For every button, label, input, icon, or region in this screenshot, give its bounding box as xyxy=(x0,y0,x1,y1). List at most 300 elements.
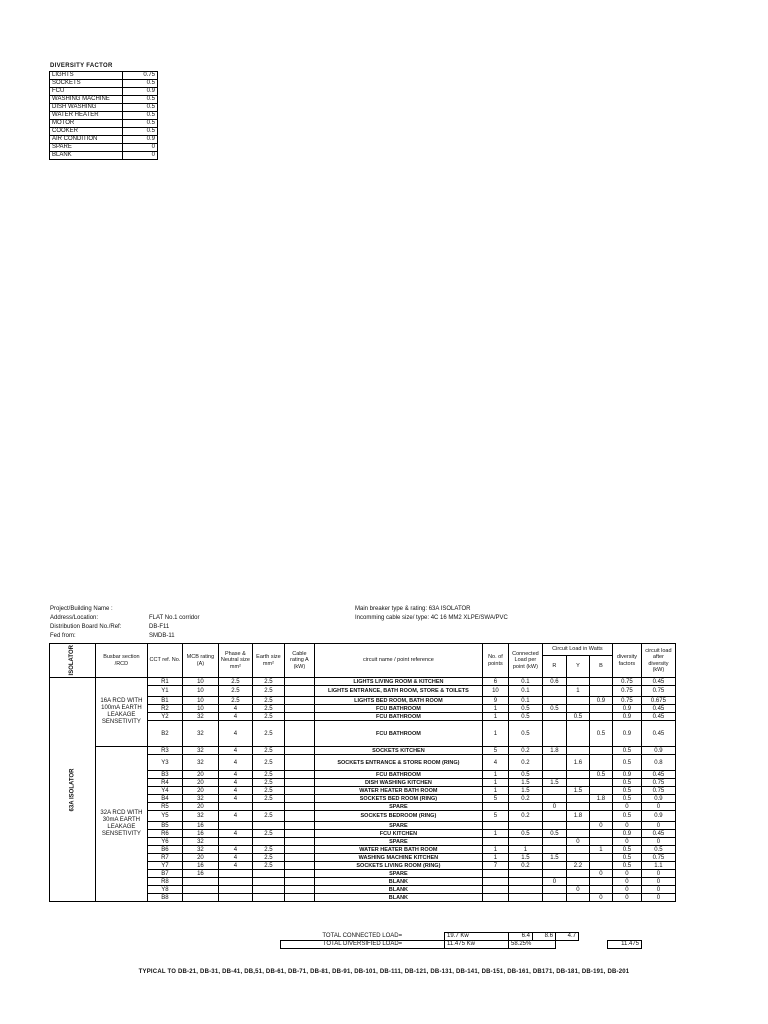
phase-size: 4 xyxy=(218,854,252,862)
phase-size: 4 xyxy=(218,747,252,755)
diversity-factor: 0.75 xyxy=(612,686,641,697)
circuit-name: WASHING MACHINE KITCHEN xyxy=(314,854,482,862)
load-r: 1.5 xyxy=(542,854,566,862)
mcb-rating xyxy=(182,886,218,894)
diversity-factor: 0 xyxy=(612,822,641,830)
cct-ref: B4 xyxy=(147,795,182,803)
mcb-rating: 16 xyxy=(182,862,218,870)
load-per-point: 0.2 xyxy=(508,755,542,771)
earth-size xyxy=(252,838,284,846)
diversity-factor: 0.9 xyxy=(612,713,641,721)
load-y: 1 xyxy=(566,686,589,697)
load-per-point: 0.2 xyxy=(508,811,542,822)
after-diversity-header: circuit load after diversity (kW) xyxy=(641,644,675,678)
phase-size: 4 xyxy=(218,721,252,747)
points-count: 1 xyxy=(482,787,508,795)
load-per-point: 0.2 xyxy=(508,862,542,870)
diversity-factor: 0.5 xyxy=(612,811,641,822)
diversity-header: diversity factors xyxy=(612,644,641,678)
points-header: No. of points xyxy=(482,644,508,678)
load-y: 0.5 xyxy=(566,713,589,721)
mcb-rating: 32 xyxy=(182,747,218,755)
cct-ref: R4 xyxy=(147,779,182,787)
load-per-point xyxy=(508,870,542,878)
diversity-row xyxy=(50,80,158,88)
cct-ref: B3 xyxy=(147,771,182,779)
load-after-diversity: 0.45 xyxy=(641,713,675,721)
points-count: 1 xyxy=(482,779,508,787)
diversity-label: SPARE xyxy=(50,144,123,152)
load-y: 0 xyxy=(566,886,589,894)
load-after-diversity: 1.1 xyxy=(641,862,675,870)
diversity-label: AIR CONDITION xyxy=(50,136,123,144)
load-after-diversity: 0 xyxy=(641,822,675,830)
diversity-factor: 0.5 xyxy=(612,755,641,771)
fed-from-label: Fed from: xyxy=(50,633,76,639)
total-connected-label: TOTAL CONNECTED LOAD= xyxy=(322,932,403,939)
earth-size xyxy=(252,803,284,811)
points-count: 5 xyxy=(482,747,508,755)
diversity-factor: 0.9 xyxy=(612,771,641,779)
load-after-diversity: 0.8 xyxy=(641,755,675,771)
load-after-diversity: 0.75 xyxy=(641,686,675,697)
load-b: 0 xyxy=(589,894,612,902)
cct-ref: Y1 xyxy=(147,686,182,697)
diversity-row xyxy=(50,104,158,112)
mcb-rating: 20 xyxy=(182,779,218,787)
diversity-factor: 0.5 xyxy=(612,787,641,795)
total-diversified-label: TOTAL DIVERSIFIED LOAD= xyxy=(281,941,445,949)
points-count: 1 xyxy=(482,721,508,747)
phase-b-header: B xyxy=(589,656,612,678)
earth-size: 2.5 xyxy=(252,697,284,705)
cct-ref: Y2 xyxy=(147,713,182,721)
circuit-name: WATER HEATER BATH ROOM xyxy=(314,787,482,795)
diversity-value: 0.5 xyxy=(123,104,158,112)
load-y xyxy=(566,779,589,787)
load-after-diversity: 0 xyxy=(641,878,675,886)
points-count: 1 xyxy=(482,713,508,721)
cct-ref: R1 xyxy=(147,678,182,686)
load-b xyxy=(589,838,612,846)
load-r xyxy=(542,822,566,830)
load-b xyxy=(589,678,612,686)
load-per-point: 0.5 xyxy=(508,830,542,838)
earth-size: 2.5 xyxy=(252,771,284,779)
cable-rating xyxy=(284,886,314,894)
cct-ref: R3 xyxy=(147,747,182,755)
cable-rating xyxy=(284,721,314,747)
total-after-diversity: 11.475 xyxy=(608,941,642,949)
circuit-name: FCU BATHROOM xyxy=(314,771,482,779)
circuit-name: BLANK xyxy=(314,878,482,886)
load-b xyxy=(589,747,612,755)
diversity-value: 0.5 xyxy=(123,112,158,120)
cct-ref: Y3 xyxy=(147,755,182,771)
cable-rating xyxy=(284,713,314,721)
phase-size xyxy=(218,870,252,878)
load-per-point: 0.5 xyxy=(508,771,542,779)
load-b: 0.5 xyxy=(589,721,612,747)
diversity-label: BLANK xyxy=(50,152,123,160)
phase-size: 4 xyxy=(218,862,252,870)
diversity-label: WATER HEATER xyxy=(50,112,123,120)
load-r xyxy=(542,838,566,846)
address-label: Address/Location: xyxy=(50,615,99,621)
phase-size: 4 xyxy=(218,787,252,795)
load-y xyxy=(566,795,589,803)
load-after-diversity: 0.9 xyxy=(641,747,675,755)
load-y xyxy=(566,771,589,779)
cable-rating xyxy=(284,795,314,803)
load-r xyxy=(542,886,566,894)
cct-ref: R7 xyxy=(147,854,182,862)
load-r: 1.8 xyxy=(542,747,566,755)
load-r xyxy=(542,894,566,902)
points-count: 9 xyxy=(482,697,508,705)
load-after-diversity: 0.9 xyxy=(641,811,675,822)
cct-ref: B7 xyxy=(147,870,182,878)
diversity-label: COOKER xyxy=(50,128,123,136)
table-row xyxy=(50,678,676,686)
load-y: 2.2 xyxy=(566,862,589,870)
load-per-point: 0.2 xyxy=(508,747,542,755)
earth-size: 2.5 xyxy=(252,787,284,795)
load-after-diversity: 0 xyxy=(641,803,675,811)
diversity-label: DISH WASHING xyxy=(50,104,123,112)
points-count: 1 xyxy=(482,705,508,713)
mcb-rating xyxy=(182,878,218,886)
load-per-point: 0.5 xyxy=(508,713,542,721)
load-after-diversity: 0.45 xyxy=(641,705,675,713)
points-count: 6 xyxy=(482,678,508,686)
diversity-row xyxy=(50,96,158,104)
mcb-rating: 16 xyxy=(182,870,218,878)
points-count: 1 xyxy=(482,846,508,854)
cct-ref: Y4 xyxy=(147,787,182,795)
cable-rating xyxy=(284,747,314,755)
load-after-diversity: 0.675 xyxy=(641,697,675,705)
circuit-name: LIGHTS BED ROOM, BATH ROOM xyxy=(314,697,482,705)
diversity-label: LIGHTS xyxy=(50,72,123,80)
circuit-name: LIGHTS LIVING ROOM & KITCHEN xyxy=(314,678,482,686)
phase-size xyxy=(218,822,252,830)
cable-header: Cable rating A (kW) xyxy=(284,644,314,678)
circuit-name: SOCKETS LIVING ROOM (RING) xyxy=(314,862,482,870)
fed-from-value: SMDB-11 xyxy=(149,633,175,639)
busbar-header: Busbar section /RCD xyxy=(95,644,147,678)
cct-header: CCT ref. No. xyxy=(147,644,182,678)
cable-rating xyxy=(284,870,314,878)
load-b xyxy=(589,811,612,822)
mcb-rating: 20 xyxy=(182,803,218,811)
points-count xyxy=(482,894,508,902)
load-per-point xyxy=(508,886,542,894)
phase-header: Phase & Neutral size mm² xyxy=(218,644,252,678)
circuit-name: SOCKETS BEDROOM (RING) xyxy=(314,811,482,822)
load-per-point: 0.2 xyxy=(508,795,542,803)
load-after-diversity: 0.45 xyxy=(641,771,675,779)
mcb-rating: 32 xyxy=(182,838,218,846)
load-b: 0.9 xyxy=(589,697,612,705)
circuit-name: WATER HEATER BATH ROOM xyxy=(314,846,482,854)
load-after-diversity: 0 xyxy=(641,894,675,902)
diversity-row xyxy=(50,152,158,160)
circuit-name: SPARE xyxy=(314,822,482,830)
mcb-rating: 32 xyxy=(182,811,218,822)
mcb-rating: 32 xyxy=(182,846,218,854)
load-after-diversity: 0.45 xyxy=(641,678,675,686)
points-count: 10 xyxy=(482,686,508,697)
cable-rating xyxy=(284,894,314,902)
diversity-label: SOCKETS xyxy=(50,80,123,88)
connected-load-header: Connected Load per point (kW) xyxy=(508,644,542,678)
load-r xyxy=(542,771,566,779)
circuit-load-header: Circuit Load in Watts xyxy=(542,644,612,656)
load-r: 0 xyxy=(542,803,566,811)
load-per-point xyxy=(508,894,542,902)
points-count xyxy=(482,803,508,811)
cct-ref: R2 xyxy=(147,705,182,713)
diversity-row xyxy=(50,136,158,144)
load-per-point xyxy=(508,822,542,830)
cct-ref: B8 xyxy=(147,894,182,902)
incoming-cable-text: Incomming cable size/ type: 4C 16 MM2 XLPE/SWA/PVC xyxy=(355,615,508,621)
earth-size: 2.5 xyxy=(252,862,284,870)
load-y xyxy=(566,822,589,830)
diversity-factor: 0.5 xyxy=(612,862,641,870)
load-y xyxy=(566,697,589,705)
load-after-diversity: 0.75 xyxy=(641,787,675,795)
phase-size xyxy=(218,878,252,886)
points-count xyxy=(482,822,508,830)
circuit-name: SOCKETS KITCHEN xyxy=(314,747,482,755)
load-y xyxy=(566,747,589,755)
typical-footer-note: TYPICAL TO DB-21, DB-31, DB-41, DB,51, DB-61, DB-71, DB-81, DB-91, DB-101, DB-111, DB-121, DB-131, DB-141, DB-151, DB-161, DB171, DB-181, DB-191, DB-201 xyxy=(138,969,630,975)
earth-size xyxy=(252,870,284,878)
diversity-factor: 0.5 xyxy=(612,846,641,854)
diversity-factor: 0.9 xyxy=(612,721,641,747)
total-connected-value: 19.7 Kw xyxy=(445,933,509,941)
diversity-label: WASHING MACHINE xyxy=(50,96,123,104)
load-r xyxy=(542,870,566,878)
cable-rating xyxy=(284,822,314,830)
cable-rating xyxy=(284,803,314,811)
mcb-rating: 32 xyxy=(182,755,218,771)
load-per-point: 1.5 xyxy=(508,779,542,787)
phase-size: 4 xyxy=(218,846,252,854)
mcb-rating: 20 xyxy=(182,854,218,862)
load-b xyxy=(589,787,612,795)
load-r xyxy=(542,755,566,771)
mcb-rating: 20 xyxy=(182,771,218,779)
circuit-name: SPARE xyxy=(314,803,482,811)
cable-rating xyxy=(284,697,314,705)
load-after-diversity: 0.45 xyxy=(641,830,675,838)
mcb-rating: 10 xyxy=(182,697,218,705)
mcb-rating: 32 xyxy=(182,721,218,747)
diversity-factor: 0.9 xyxy=(612,705,641,713)
circuit-name: FCU BATHROOM xyxy=(314,713,482,721)
load-b xyxy=(589,830,612,838)
load-y: 0 xyxy=(566,838,589,846)
points-count: 7 xyxy=(482,862,508,870)
phase-size: 4 xyxy=(218,795,252,803)
load-y xyxy=(566,830,589,838)
cable-rating xyxy=(284,854,314,862)
phase-size xyxy=(218,894,252,902)
points-count xyxy=(482,886,508,894)
cable-rating xyxy=(284,838,314,846)
phase-size: 2.5 xyxy=(218,697,252,705)
diversity-factor: 0.75 xyxy=(612,678,641,686)
mcb-rating: 32 xyxy=(182,713,218,721)
cct-ref: B6 xyxy=(147,846,182,854)
load-r xyxy=(542,862,566,870)
address-value: FLAT No.1 corridor xyxy=(149,615,200,621)
points-count: 5 xyxy=(482,795,508,803)
project-building-label: Project/Building Name : xyxy=(50,606,113,612)
load-per-point: 0.5 xyxy=(508,721,542,747)
earth-size xyxy=(252,822,284,830)
load-b xyxy=(589,779,612,787)
diversity-row xyxy=(50,72,158,80)
busbar-section-1: 16A RCD WITH 100mA EARTH LEAKAGE SENSETIVITY xyxy=(95,678,147,747)
load-y xyxy=(566,705,589,713)
load-after-diversity: 0.5 xyxy=(641,846,675,854)
phase-size: 2.5 xyxy=(218,686,252,697)
mcb-rating: 16 xyxy=(182,822,218,830)
main-breaker-text: Main breaker type & rating: 63A ISOLATOR xyxy=(355,606,471,612)
diversity-factor: 0 xyxy=(612,838,641,846)
cable-rating xyxy=(284,787,314,795)
load-per-point xyxy=(508,838,542,846)
earth-size: 2.5 xyxy=(252,795,284,803)
points-count: 4 xyxy=(482,755,508,771)
load-b xyxy=(589,854,612,862)
isolator-cell xyxy=(50,678,96,902)
diversity-factor: 0.75 xyxy=(612,697,641,705)
earth-size: 2.5 xyxy=(252,713,284,721)
phase-size xyxy=(218,803,252,811)
mcb-rating xyxy=(182,894,218,902)
phase-size xyxy=(218,838,252,846)
earth-size: 2.5 xyxy=(252,811,284,822)
mcb-header: MCB rating (A) xyxy=(182,644,218,678)
board-value: DB-F11 xyxy=(149,624,170,630)
load-r: 0.5 xyxy=(542,705,566,713)
load-y xyxy=(566,678,589,686)
points-count: 5 xyxy=(482,811,508,822)
load-r xyxy=(542,811,566,822)
diversity-factor: 0 xyxy=(612,894,641,902)
diversity-value: 0 xyxy=(123,144,158,152)
cable-rating xyxy=(284,811,314,822)
diversity-factor: 0.5 xyxy=(612,795,641,803)
busbar-section-2: 32A RCD WITH 30mA EARTH LEAKAGE SENSETIVITY xyxy=(95,747,147,902)
load-y xyxy=(566,846,589,854)
circuit-name: DISH WASHING KITCHEN xyxy=(314,779,482,787)
load-r xyxy=(542,713,566,721)
circuit-schedule-table xyxy=(49,643,676,902)
cct-ref: Y6 xyxy=(147,838,182,846)
load-r: 1.5 xyxy=(542,779,566,787)
diversity-row xyxy=(50,144,158,152)
circuit-name: BLANK xyxy=(314,894,482,902)
load-b xyxy=(589,755,612,771)
load-b xyxy=(589,803,612,811)
phase-r-header: R xyxy=(542,656,566,678)
load-r xyxy=(542,686,566,697)
phase-size: 2.5 xyxy=(218,678,252,686)
diversity-factor: 0.5 xyxy=(612,854,641,862)
load-b: 1 xyxy=(589,846,612,854)
phase-size xyxy=(218,886,252,894)
mcb-rating: 20 xyxy=(182,787,218,795)
diversity-value: 0.5 xyxy=(123,128,158,136)
isolator-label: 63A ISOLATOR xyxy=(69,768,76,811)
diversity-value: 0.9 xyxy=(123,88,158,96)
load-b: 0 xyxy=(589,822,612,830)
load-per-point: 0.1 xyxy=(508,678,542,686)
diversity-row xyxy=(50,128,158,136)
total-b: 4.7 xyxy=(556,933,579,941)
total-y: 8.6 xyxy=(533,933,556,941)
diversity-row xyxy=(50,88,158,96)
load-per-point: 0.5 xyxy=(508,705,542,713)
diversity-factor: 0.9 xyxy=(612,830,641,838)
load-after-diversity: 0.75 xyxy=(641,779,675,787)
load-r xyxy=(542,787,566,795)
earth-size: 2.5 xyxy=(252,678,284,686)
cct-ref: Y5 xyxy=(147,811,182,822)
cable-rating xyxy=(284,862,314,870)
cable-rating xyxy=(284,678,314,686)
cable-rating xyxy=(284,686,314,697)
points-count xyxy=(482,838,508,846)
load-b xyxy=(589,886,612,894)
earth-size xyxy=(252,894,284,902)
phase-size: 4 xyxy=(218,705,252,713)
cable-rating xyxy=(284,755,314,771)
mcb-rating: 10 xyxy=(182,686,218,697)
points-count: 1 xyxy=(482,830,508,838)
phase-size: 4 xyxy=(218,755,252,771)
diversity-label: MOTOR xyxy=(50,120,123,128)
load-b xyxy=(589,862,612,870)
load-after-diversity: 0 xyxy=(641,870,675,878)
load-r: 0.6 xyxy=(542,678,566,686)
load-b xyxy=(589,686,612,697)
phase-y-header: Y xyxy=(566,656,589,678)
cable-rating xyxy=(284,771,314,779)
cable-rating xyxy=(284,830,314,838)
load-y xyxy=(566,870,589,878)
load-y xyxy=(566,894,589,902)
earth-size: 2.5 xyxy=(252,721,284,747)
phase-size: 4 xyxy=(218,713,252,721)
load-y xyxy=(566,721,589,747)
earth-size: 2.5 xyxy=(252,846,284,854)
load-r xyxy=(542,721,566,747)
cct-ref: B1 xyxy=(147,697,182,705)
totals-table xyxy=(280,932,642,949)
load-b xyxy=(589,878,612,886)
phase-size: 4 xyxy=(218,811,252,822)
circuit-name: FCU BATHROOM xyxy=(314,705,482,713)
load-after-diversity: 0.9 xyxy=(641,795,675,803)
total-diversified-value: 11.475 Kw xyxy=(445,941,509,949)
